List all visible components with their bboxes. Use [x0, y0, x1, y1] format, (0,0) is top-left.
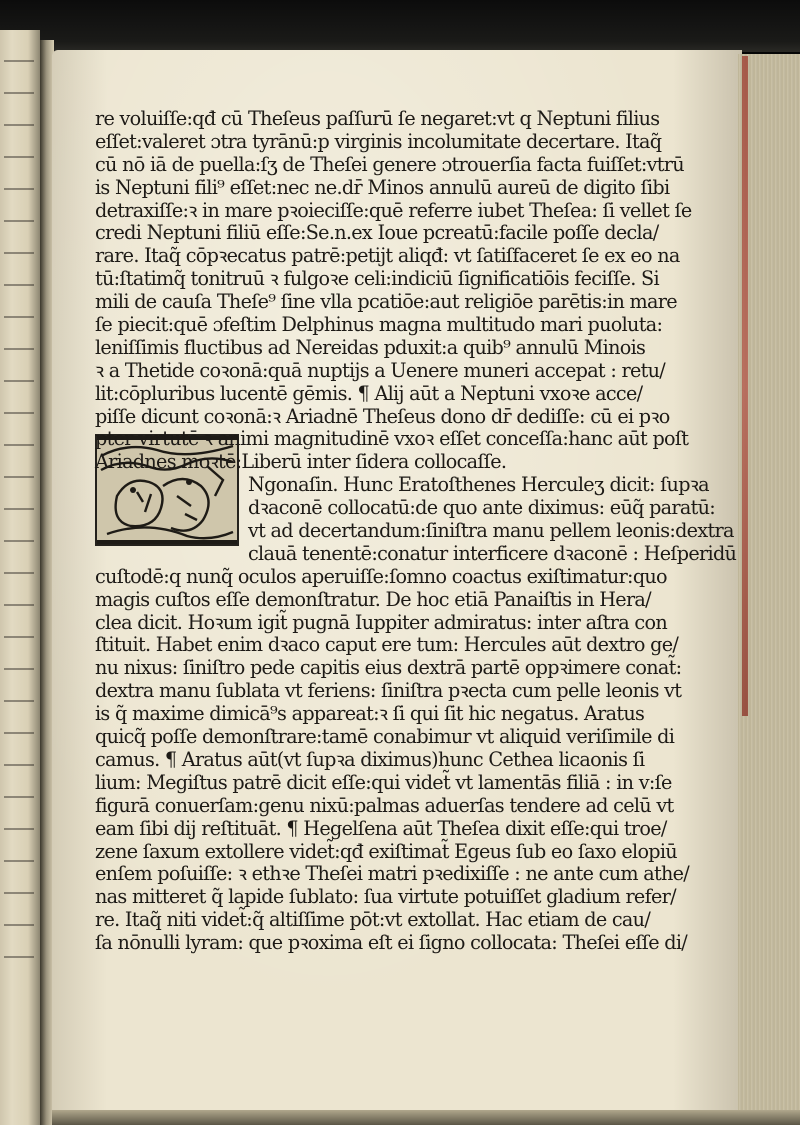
text-line: clauā tenentē:conatur interficere dꝛaconē : Heſperidū	[248, 541, 737, 565]
text-line: eſſet:valeret ɔtra tyrānū:p virginis incolumitate decertare. Itaq̃	[95, 129, 662, 153]
text-line: Ariadnes moꝛtē:Liberū inter ſidera collocaſſe.	[95, 450, 507, 474]
text-line: tū:ſtatimq̃ tonitruū ꝛ fulgoꝛe celi:indiciū ſignificatiōis feciſſe. Si	[95, 267, 659, 291]
text-line: lit:cōpluribus lucentē gēmis. ¶ Alij aūt a Neptuni vxoꝛe acce/	[95, 381, 643, 405]
red-page-edge	[742, 56, 748, 716]
text-line: clea dicit. Hoꝛum igit̃ pugnā Iuppiter admiratus: inter aſtra con	[95, 610, 667, 634]
latin-text-block	[95, 107, 737, 955]
text-line: credi Neptuni filiū eſſe:Se.n.ex Ioue pcreatū:facile poſſe decla/	[95, 221, 659, 245]
text-line: cuſtodē:q nunq̃ oculos aperuiſſe:ſomno coactus exiſtimatur:quo	[95, 564, 667, 588]
text-line: dextra manu ſublata vt feriens: ſiniſtra pꝛecta cum pelle leonis vt	[95, 679, 682, 703]
text-line: piſſe dicunt coꝛonā:ꝛ Ariadnē Theſeus dono dr̄ dediſſe: cū ei pꝛo	[95, 404, 670, 428]
text-line: rare. Itaq̃ cōpꝛecatus patrē:petijt aliqđ: vt ſatiſfaceret ſe ex eo na	[95, 244, 680, 268]
text-line: re voluiſſe:qđ cū Theſeus paſſurū ſe negaret:vt q Neptuni filius	[95, 107, 660, 130]
text-line: pter virtutē ꝛ animi magnitudinē vxoꝛ eſſet conceſſa:hanc aūt poſt	[95, 427, 689, 451]
text-line: vt ad decertandum:ſiniſtra manu pellem leonis:dextra	[248, 519, 734, 543]
text-line: camus. ¶ Aratus aūt(vt ſupꝛa diximus)hunc Cethea licaonis ſi	[95, 747, 645, 771]
text-line: re. Itaq̃ niti videt̃:q̃ altiſſime pōt:vt extollat. Hac etiam de cau/	[95, 908, 651, 932]
text-line: detraxiſſe:ꝛ in mare pꝛoieciſſe:quē referre iubet Theſea: ſi vellet ſe	[95, 198, 692, 222]
text-line: ꝛ a Thetide coꝛonā:quā nuptijs a Uenere muneri accepat : retu/	[95, 358, 666, 382]
text-line: mili de cauſa Theſe⁹ ſine vlla pcatiōe:aut religiōe parētis:in mare	[95, 290, 677, 314]
text-line: nas mitteret q̃ lapide ſublato: ſua virtute potuiſſet gladium refer/	[95, 885, 676, 909]
page-bottom-edge	[52, 1110, 800, 1125]
text-line: is Neptuni fili⁹ eſſet:nec ne.dr̄ Minos annulū aureū de digito ſibi	[95, 175, 670, 199]
text-line: eam ſibi dij reſtituāt. ¶ Hegelſena aūt Theſea dixit eſſe:qui troe/	[95, 816, 667, 840]
text-line: dꝛaconē collocatū:de quo ante diximus: eūq̃ paratū:	[248, 496, 716, 520]
text-line: ſa nōnulli lyram: que pꝛoxima eſt ei ſigno collocata: Theſei eſſe di/	[95, 931, 688, 955]
text-line: leniſſimis fluctibus ad Nereidas pduxit:a quib⁹ annulū Minois	[95, 335, 646, 359]
text-line: Ngonaſin. Hunc Eratoſthenes Herculeʒ dicit: ſupꝛa	[248, 473, 709, 497]
scanner-background	[0, 0, 800, 52]
text-line: figurā conuerſam:genu nixū:palmas aduerſas tendere ad celū vt	[95, 793, 674, 817]
text-line: nu nixus: ſiniſtro pede capitis eius dextrā partē oppꝛimere conat̃:	[95, 656, 682, 680]
text-line: ſe piecit:quē ɔfeſtim Delphinus magna multitudo mari puoluta:	[95, 313, 663, 337]
text-line: enſem poſuiſſe: ꝛ ethꝛe Theſei matri pꝛedixiſſe : ne ante cum athe/	[95, 862, 690, 886]
text-line: zene ſaxum extollere videt̃:qđ exiſtimat̃ Egeus ſub eo ſaxo elopiū	[95, 839, 677, 863]
facing-page-edge	[0, 30, 40, 1125]
text-line: lium: Megiſtus patrē dicit eſſe:qui videt̃ vt lamentās filiā : in v:ſe	[95, 770, 672, 794]
text-line: cū nō iā de puella:ſʒ de Theſei genere ɔtrouerſia facta fuiſſet:vtrū	[95, 152, 684, 176]
text-line: magis cuſtos eſſe demonſtratur. De hoc etiā Panaiſtis in Hera/	[95, 587, 651, 611]
text-line: ſtituit. Habet enim dꝛaco caput ere tum: Hercules aūt dextro ge/	[95, 633, 679, 657]
text-line: quicq̃ poſſe demonſtrare:tamē conabimur vt aliquid veriſimile di	[95, 725, 675, 749]
text-line: is q̃ maxime dimicā⁹s appareat:ꝛ ſi qui ſit hic negatus. Aratus	[95, 702, 645, 726]
